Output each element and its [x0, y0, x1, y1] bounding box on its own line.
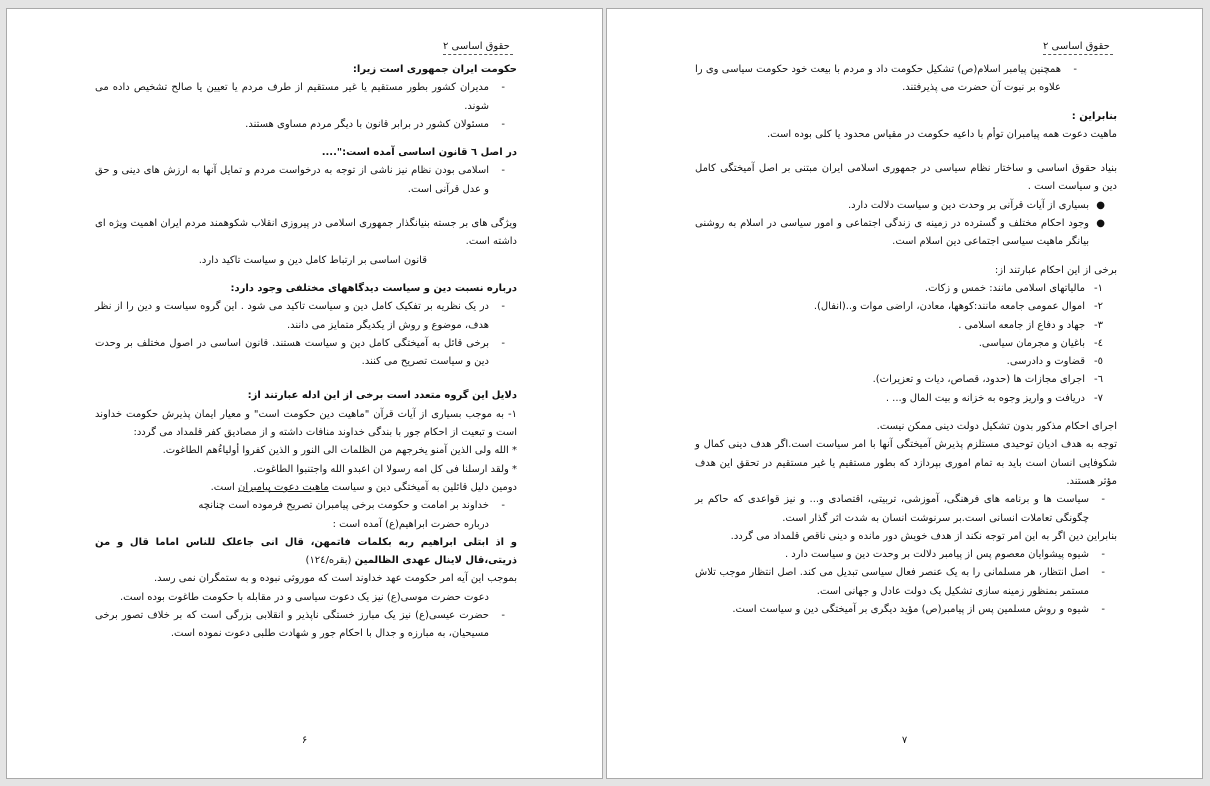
list-item: - در یک نظریه بر تفکیک کامل دین و سیاست تاکید می شود . این گروه سیاست و دین را از نظر هدف، موضوع و روش از یکدیگر متمایز می دانند. — [95, 301, 505, 331]
page-header: حقوق اساسی ۲ — [443, 40, 513, 55]
verse: و اذ ابتلی ابراهیم ربه بکلمات فاتمهن، قال انی جاعلک للناس اماما قال و من ذریتی،قال لاینال عهدی الظالمین (بقره/١٢٤) — [95, 536, 517, 567]
section-title: حکومت ایران جمهوری است زیرا: — [352, 64, 517, 75]
paragraph: قانون اساسی بر ارتباط کامل دین و سیاست تاکید دارد. — [198, 254, 427, 266]
paragraph: ١- به موجب بسیاری از آیات قرآن "ماهیت دین حکومت است" و معیار ایمان پذیرش حکومت خداوند است و تبعیت از احکام جور با بندگی خداوند منافات داشته و از مصادیق کفر قلمداد می گردد: — [95, 408, 517, 439]
list-item: - سیاست ها و برنامه های فرهنگی، آموزشی، تربیتی، اقتصادی و... و نیز قواعدی که حاکم بر چگونگی تعاملات انسانی است.بر سرنوشت انسان به شدت اثر گذار است. — [695, 494, 1105, 524]
paragraph: ویژگی های بر جسته بنیانگذار جمهوری اسلامی در پیروزی انقلاب شکوهمند مردم ایران اهمیت ویژه ای داشته است. — [95, 218, 517, 248]
paragraph: توجه به هدف ادیان توحیدی مستلزم پذیرش آمیختگی آنها با امر سیاست است.اگر هدف دینی کمال و شکوفایی انسان است باید به تمام اموری بپردازد که بطور مستقیم یا غیر مستقیم در تحقق این هدف مؤثر هستند. — [695, 439, 1117, 487]
paragraph: درباره حضرت ابراهیم(ع) آمده است : — [332, 518, 489, 530]
section-title: دلایل این گروه متعدد است برخی از این ادله عبارتند از: — [247, 390, 517, 402]
paragraph: برخی از این احکام عبارتند از: — [994, 264, 1117, 276]
paragraph: دومین دلیل قائلین به آمیختگی دین و سیاست ماهیت دعوت پیامبران است. — [210, 481, 517, 493]
bullet-item: ● بسیاری از آیات قرآنی بر وحدت دین و سیاست دلالت دارد. — [847, 199, 1105, 211]
numbered-item: ٣- جهاد و دفاع از جامعه اسلامی . — [958, 319, 1103, 331]
page-number: ۶ — [301, 735, 308, 746]
numbered-item: ٤- باغیان و مجرمان سیاسی. — [978, 337, 1103, 349]
section-title: در اصل ٦ قانون اساسی آمده است:".... — [321, 147, 517, 159]
bullet-item: ● وجود احکام مختلف و گسترده در زمینه ی زندگی اجتماعی و امور سیاسی در اسلام به روشنی بیانگر ماهیت سیاسی اجتماعی دین اسلام است. — [695, 218, 1105, 248]
list-item: - خداوند بر امامت و حکومت برخی پیامبران تصریح فرموده است چنانچه — [198, 500, 505, 512]
numbered-item: ٥- قضاوت و دادرسی. — [1006, 356, 1103, 368]
document-page-left — [6, 8, 603, 779]
document-page-right — [606, 8, 1203, 779]
paragraph: بموجب این آیه امر حکومت عهد خداوند است که موروثی نبوده و به ستمگران نمی رسد. — [153, 573, 517, 585]
list-item: - شیوه و روش مسلمین پس از پیامبر(ص) مؤید دیگری بر آمیختگی دین و سیاست است. — [732, 604, 1105, 616]
quote-line: * ولقد ارسلنا فی کل امه رسولا ان اعبدو الله واجتنبوا الطاغوت. — [253, 463, 517, 475]
numbered-item: ٦- اجرای مجازات ها (حدود، قصاص، دیات و تعزیرات). — [872, 374, 1103, 386]
underlined-phrase: ماهیت دعوت پیامبران — [237, 481, 329, 493]
paragraph: بنیاد حقوق اساسی و ساختار نظام سیاسی در جمهوری اسلامی ایران مبتنی بر اصل آمیختگی کامل دین و سیاست است . — [695, 163, 1117, 193]
list-item: - همچنین پیامبر اسلام(ص) تشکیل حکومت داد و مردم با بیعت خود حکومت سیاسی وی را علاوه بر نبوت آن حضرت می پذیرفتند. — [695, 64, 1077, 94]
paragraph: ماهیت دعوت همه پیامبران توأم با داعیه حکومت در مقیاس محدود یا کلی بوده است. — [766, 128, 1117, 140]
list-item: - مسئولان کشور در برابر قانون با دیگر مردم مساوی هستند. — [245, 118, 505, 130]
page-content — [695, 40, 1117, 619]
numbered-item: ٢- اموال عمومی جامعه مانند:کوهها، معادن، اراضی موات و..(انفال). — [813, 301, 1103, 313]
list-item: - اسلامی بودن نظام نیز ناشی از توجه به درخواست مردم و تمایل آنها به ارزش های دینی و حق و عدل قرآنی است. — [95, 165, 505, 195]
list-item: - حضرت عیسی(ع) نیز یک مبارز خستگی ناپذیر و انقلابی بزرگی است که بر خلاف تصور برخی مسیحیان، به مبارزه و جدال با احکام جور و شهادت طلبی دعوت نموده است. — [95, 610, 505, 640]
page-number: ۷ — [901, 735, 908, 746]
list-item: - اصل انتظار، هر مسلمانی را به یک عنصر فعال سیاسی تبدیل می کند. اصل انتظار موجب تلاش مستمر بمنظور زمینه سازی تشکیل یک دولت عادل و جهانی است. — [695, 567, 1105, 597]
page-header: حقوق اساسی ۲ — [1043, 40, 1113, 55]
section-title: درباره نسبت دین و سیاست دیدگاههای مختلفی وجود دارد: — [230, 282, 517, 294]
numbered-item: ١- مالیاتهای اسلامی مانند: خمس و زکات. — [924, 282, 1103, 294]
section-title: بنابراین : — [1071, 110, 1117, 122]
list-item: - مدیران کشور بطور مستقیم یا غیر مستقیم از طرف مردم یا تعیین یا صالح تشخیص داده می شوند. — [95, 82, 505, 112]
list-item: - شیوه پیشوایان معصوم پس از پیامبر دلالت بر وحدت دین و سیاست دارد . — [784, 549, 1105, 561]
numbered-item: ٧- دریافت و واریز وجوه به خزانه و بیت المال و... . — [885, 392, 1103, 404]
paragraph: دعوت حضرت موسی(ع) نیز یک دعوت سیاسی و در مقابله با حکومت طاغوت بوده است. — [119, 591, 489, 603]
quote-line: * الله ولی الذین آمنو یخرجهم من الظلمات الی النور و الذین کفروا أولیاءُهم الطاغوت. — [162, 445, 517, 457]
paragraph: اجرای احکام مذکور بدون تشکیل دولت دینی ممکن نیست. — [876, 421, 1117, 433]
list-item: - برخی قائل به آمیختگی کامل دین و سیاست هستند. قانون اساسی در اصول مختلف بر وحدت دین و سیاست تصریح می کنند. — [95, 337, 505, 368]
paragraph: بنابراین دین اگر به این امر توجه نکند از هدف خویش دور مانده و دینی ناقص قلمداد می گردد. — [730, 530, 1117, 542]
page-content — [95, 40, 517, 644]
